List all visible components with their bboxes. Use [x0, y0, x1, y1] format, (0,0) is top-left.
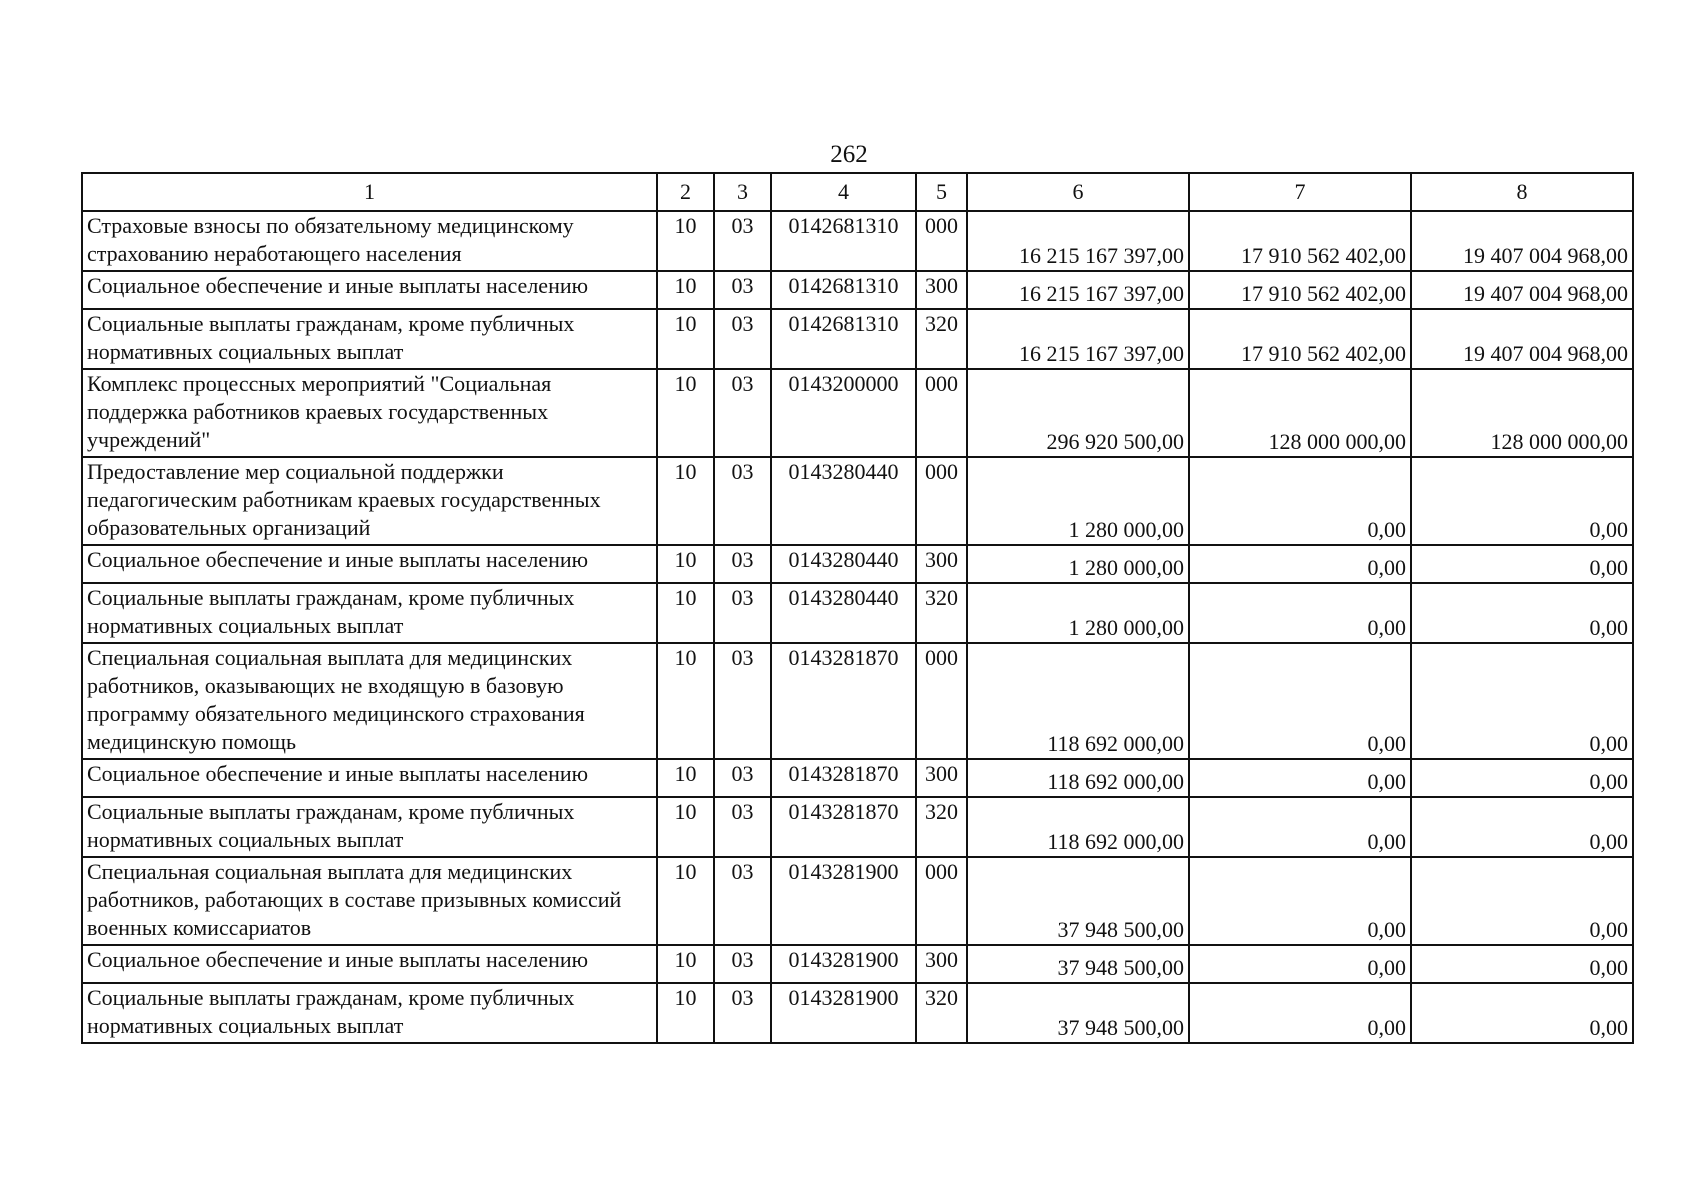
- row-amount-year1: 37 948 500,00: [967, 983, 1189, 1043]
- row-amount-year1: 118 692 000,00: [967, 643, 1189, 759]
- row-subsection: 03: [714, 945, 771, 983]
- row-name: Социальное обеспечение и иные выплаты населению: [82, 945, 657, 983]
- row-subsection: 03: [714, 271, 771, 309]
- page-number: 262: [830, 141, 868, 168]
- row-amount-year1: 16 215 167 397,00: [967, 211, 1189, 271]
- row-name: Специальная социальная выплата для медицинских работников, оказывающих не входящую в базовую программу обязательного медицинского страхования медицинскую помощь: [82, 643, 657, 759]
- row-subsection: 03: [714, 369, 771, 457]
- row-name: Социальные выплаты гражданам, кроме публичных нормативных социальных выплат: [82, 309, 657, 369]
- row-target-code: 0143280440: [771, 457, 916, 545]
- column-header: 5: [916, 173, 967, 211]
- row-expense-type: 320: [916, 309, 967, 369]
- row-amount-year3: 128 000 000,00: [1411, 369, 1633, 457]
- row-amount-year1: 1 280 000,00: [967, 545, 1189, 583]
- row-section: 10: [657, 797, 714, 857]
- column-header: 3: [714, 173, 771, 211]
- table-row: [82, 797, 1633, 857]
- row-expense-type: 300: [916, 545, 967, 583]
- column-header: 8: [1411, 173, 1633, 211]
- row-section: 10: [657, 545, 714, 583]
- row-amount-year3: 0,00: [1411, 457, 1633, 545]
- row-target-code: 0143200000: [771, 369, 916, 457]
- row-subsection: 03: [714, 211, 771, 271]
- row-name: Социальное обеспечение и иные выплаты населению: [82, 545, 657, 583]
- row-expense-type: 000: [916, 369, 967, 457]
- row-amount-year1: 296 920 500,00: [967, 369, 1189, 457]
- row-amount-year3: 0,00: [1411, 643, 1633, 759]
- row-amount-year2: 0,00: [1189, 857, 1411, 945]
- row-expense-type: 320: [916, 583, 967, 643]
- column-header: 7: [1189, 173, 1411, 211]
- table-row: [82, 457, 1633, 545]
- row-subsection: 03: [714, 759, 771, 797]
- row-target-code: 0143281870: [771, 643, 916, 759]
- table-row: [82, 983, 1633, 1043]
- row-expense-type: 320: [916, 983, 967, 1043]
- table-row: [82, 369, 1633, 457]
- row-amount-year1: 1 280 000,00: [967, 583, 1189, 643]
- row-target-code: 0143281900: [771, 983, 916, 1043]
- header-row: [82, 173, 1633, 211]
- row-amount-year1: 37 948 500,00: [967, 857, 1189, 945]
- row-subsection: 03: [714, 983, 771, 1043]
- row-expense-type: 320: [916, 797, 967, 857]
- row-amount-year3: 0,00: [1411, 983, 1633, 1043]
- row-target-code: 0142681310: [771, 309, 916, 369]
- row-target-code: 0143281870: [771, 759, 916, 797]
- row-amount-year2: 17 910 562 402,00: [1189, 271, 1411, 309]
- row-amount-year2: 0,00: [1189, 545, 1411, 583]
- row-expense-type: 000: [916, 457, 967, 545]
- column-header: 6: [967, 173, 1189, 211]
- row-amount-year1: 37 948 500,00: [967, 945, 1189, 983]
- row-expense-type: 000: [916, 643, 967, 759]
- table-row: [82, 271, 1633, 309]
- row-amount-year3: 19 407 004 968,00: [1411, 271, 1633, 309]
- row-expense-type: 300: [916, 271, 967, 309]
- row-target-code: 0143281870: [771, 797, 916, 857]
- row-amount-year1: 118 692 000,00: [967, 759, 1189, 797]
- row-name: Социальное обеспечение и иные выплаты населению: [82, 271, 657, 309]
- row-section: 10: [657, 945, 714, 983]
- row-section: 10: [657, 211, 714, 271]
- row-amount-year3: 0,00: [1411, 945, 1633, 983]
- row-target-code: 0143281900: [771, 945, 916, 983]
- row-amount-year2: 17 910 562 402,00: [1189, 309, 1411, 369]
- row-amount-year2: 0,00: [1189, 759, 1411, 797]
- row-name: Социальные выплаты гражданам, кроме публичных нормативных социальных выплат: [82, 983, 657, 1043]
- row-expense-type: 300: [916, 759, 967, 797]
- row-section: 10: [657, 271, 714, 309]
- row-target-code: 0143281900: [771, 857, 916, 945]
- row-amount-year2: 0,00: [1189, 457, 1411, 545]
- row-expense-type: 000: [916, 857, 967, 945]
- row-amount-year3: 19 407 004 968,00: [1411, 211, 1633, 271]
- row-section: 10: [657, 759, 714, 797]
- column-header: 1: [82, 173, 657, 211]
- row-section: 10: [657, 643, 714, 759]
- row-name: Социальное обеспечение и иные выплаты населению: [82, 759, 657, 797]
- row-expense-type: 000: [916, 211, 967, 271]
- row-section: 10: [657, 457, 714, 545]
- row-amount-year2: 0,00: [1189, 797, 1411, 857]
- row-amount-year2: 0,00: [1189, 945, 1411, 983]
- row-amount-year1: 1 280 000,00: [967, 457, 1189, 545]
- row-section: 10: [657, 369, 714, 457]
- row-name: Предоставление мер социальной поддержки педагогическим работникам краевых государственных образовательных организаций: [82, 457, 657, 545]
- row-name: Специальная социальная выплата для медицинских работников, работающих в составе призывных комиссий военных комиссариатов: [82, 857, 657, 945]
- row-amount-year3: 0,00: [1411, 857, 1633, 945]
- row-name: Комплекс процессных мероприятий "Социальная поддержка работников краевых государственных учреждений": [82, 369, 657, 457]
- row-name: Социальные выплаты гражданам, кроме публичных нормативных социальных выплат: [82, 797, 657, 857]
- row-amount-year2: 17 910 562 402,00: [1189, 211, 1411, 271]
- row-amount-year3: 0,00: [1411, 583, 1633, 643]
- row-amount-year2: 128 000 000,00: [1189, 369, 1411, 457]
- row-amount-year2: 0,00: [1189, 983, 1411, 1043]
- row-target-code: 0143280440: [771, 583, 916, 643]
- table-row: [82, 583, 1633, 643]
- row-section: 10: [657, 309, 714, 369]
- table-row: [82, 545, 1633, 583]
- row-target-code: 0142681310: [771, 211, 916, 271]
- row-target-code: 0142681310: [771, 271, 916, 309]
- row-target-code: 0143280440: [771, 545, 916, 583]
- row-amount-year3: 19 407 004 968,00: [1411, 309, 1633, 369]
- table-row: [82, 857, 1633, 945]
- row-amount-year2: 0,00: [1189, 643, 1411, 759]
- column-header: 4: [771, 173, 916, 211]
- table-row: [82, 643, 1633, 759]
- row-amount-year3: 0,00: [1411, 759, 1633, 797]
- table-row: [82, 945, 1633, 983]
- row-section: 10: [657, 983, 714, 1043]
- row-subsection: 03: [714, 857, 771, 945]
- row-name: Страховые взносы по обязательному медицинскому страхованию неработающего населения: [82, 211, 657, 271]
- row-section: 10: [657, 857, 714, 945]
- column-header: 2: [657, 173, 714, 211]
- row-amount-year2: 0,00: [1189, 583, 1411, 643]
- row-subsection: 03: [714, 545, 771, 583]
- row-expense-type: 300: [916, 945, 967, 983]
- row-amount-year1: 16 215 167 397,00: [967, 271, 1189, 309]
- row-subsection: 03: [714, 583, 771, 643]
- budget-table: [81, 172, 1634, 1044]
- table-row: [82, 211, 1633, 271]
- row-subsection: 03: [714, 643, 771, 759]
- table-row: [82, 309, 1633, 369]
- row-section: 10: [657, 583, 714, 643]
- row-name: Социальные выплаты гражданам, кроме публичных нормативных социальных выплат: [82, 583, 657, 643]
- row-subsection: 03: [714, 457, 771, 545]
- row-amount-year1: 16 215 167 397,00: [967, 309, 1189, 369]
- row-amount-year1: 118 692 000,00: [967, 797, 1189, 857]
- row-subsection: 03: [714, 797, 771, 857]
- row-subsection: 03: [714, 309, 771, 369]
- table-row: [82, 759, 1633, 797]
- row-amount-year3: 0,00: [1411, 545, 1633, 583]
- row-amount-year3: 0,00: [1411, 797, 1633, 857]
